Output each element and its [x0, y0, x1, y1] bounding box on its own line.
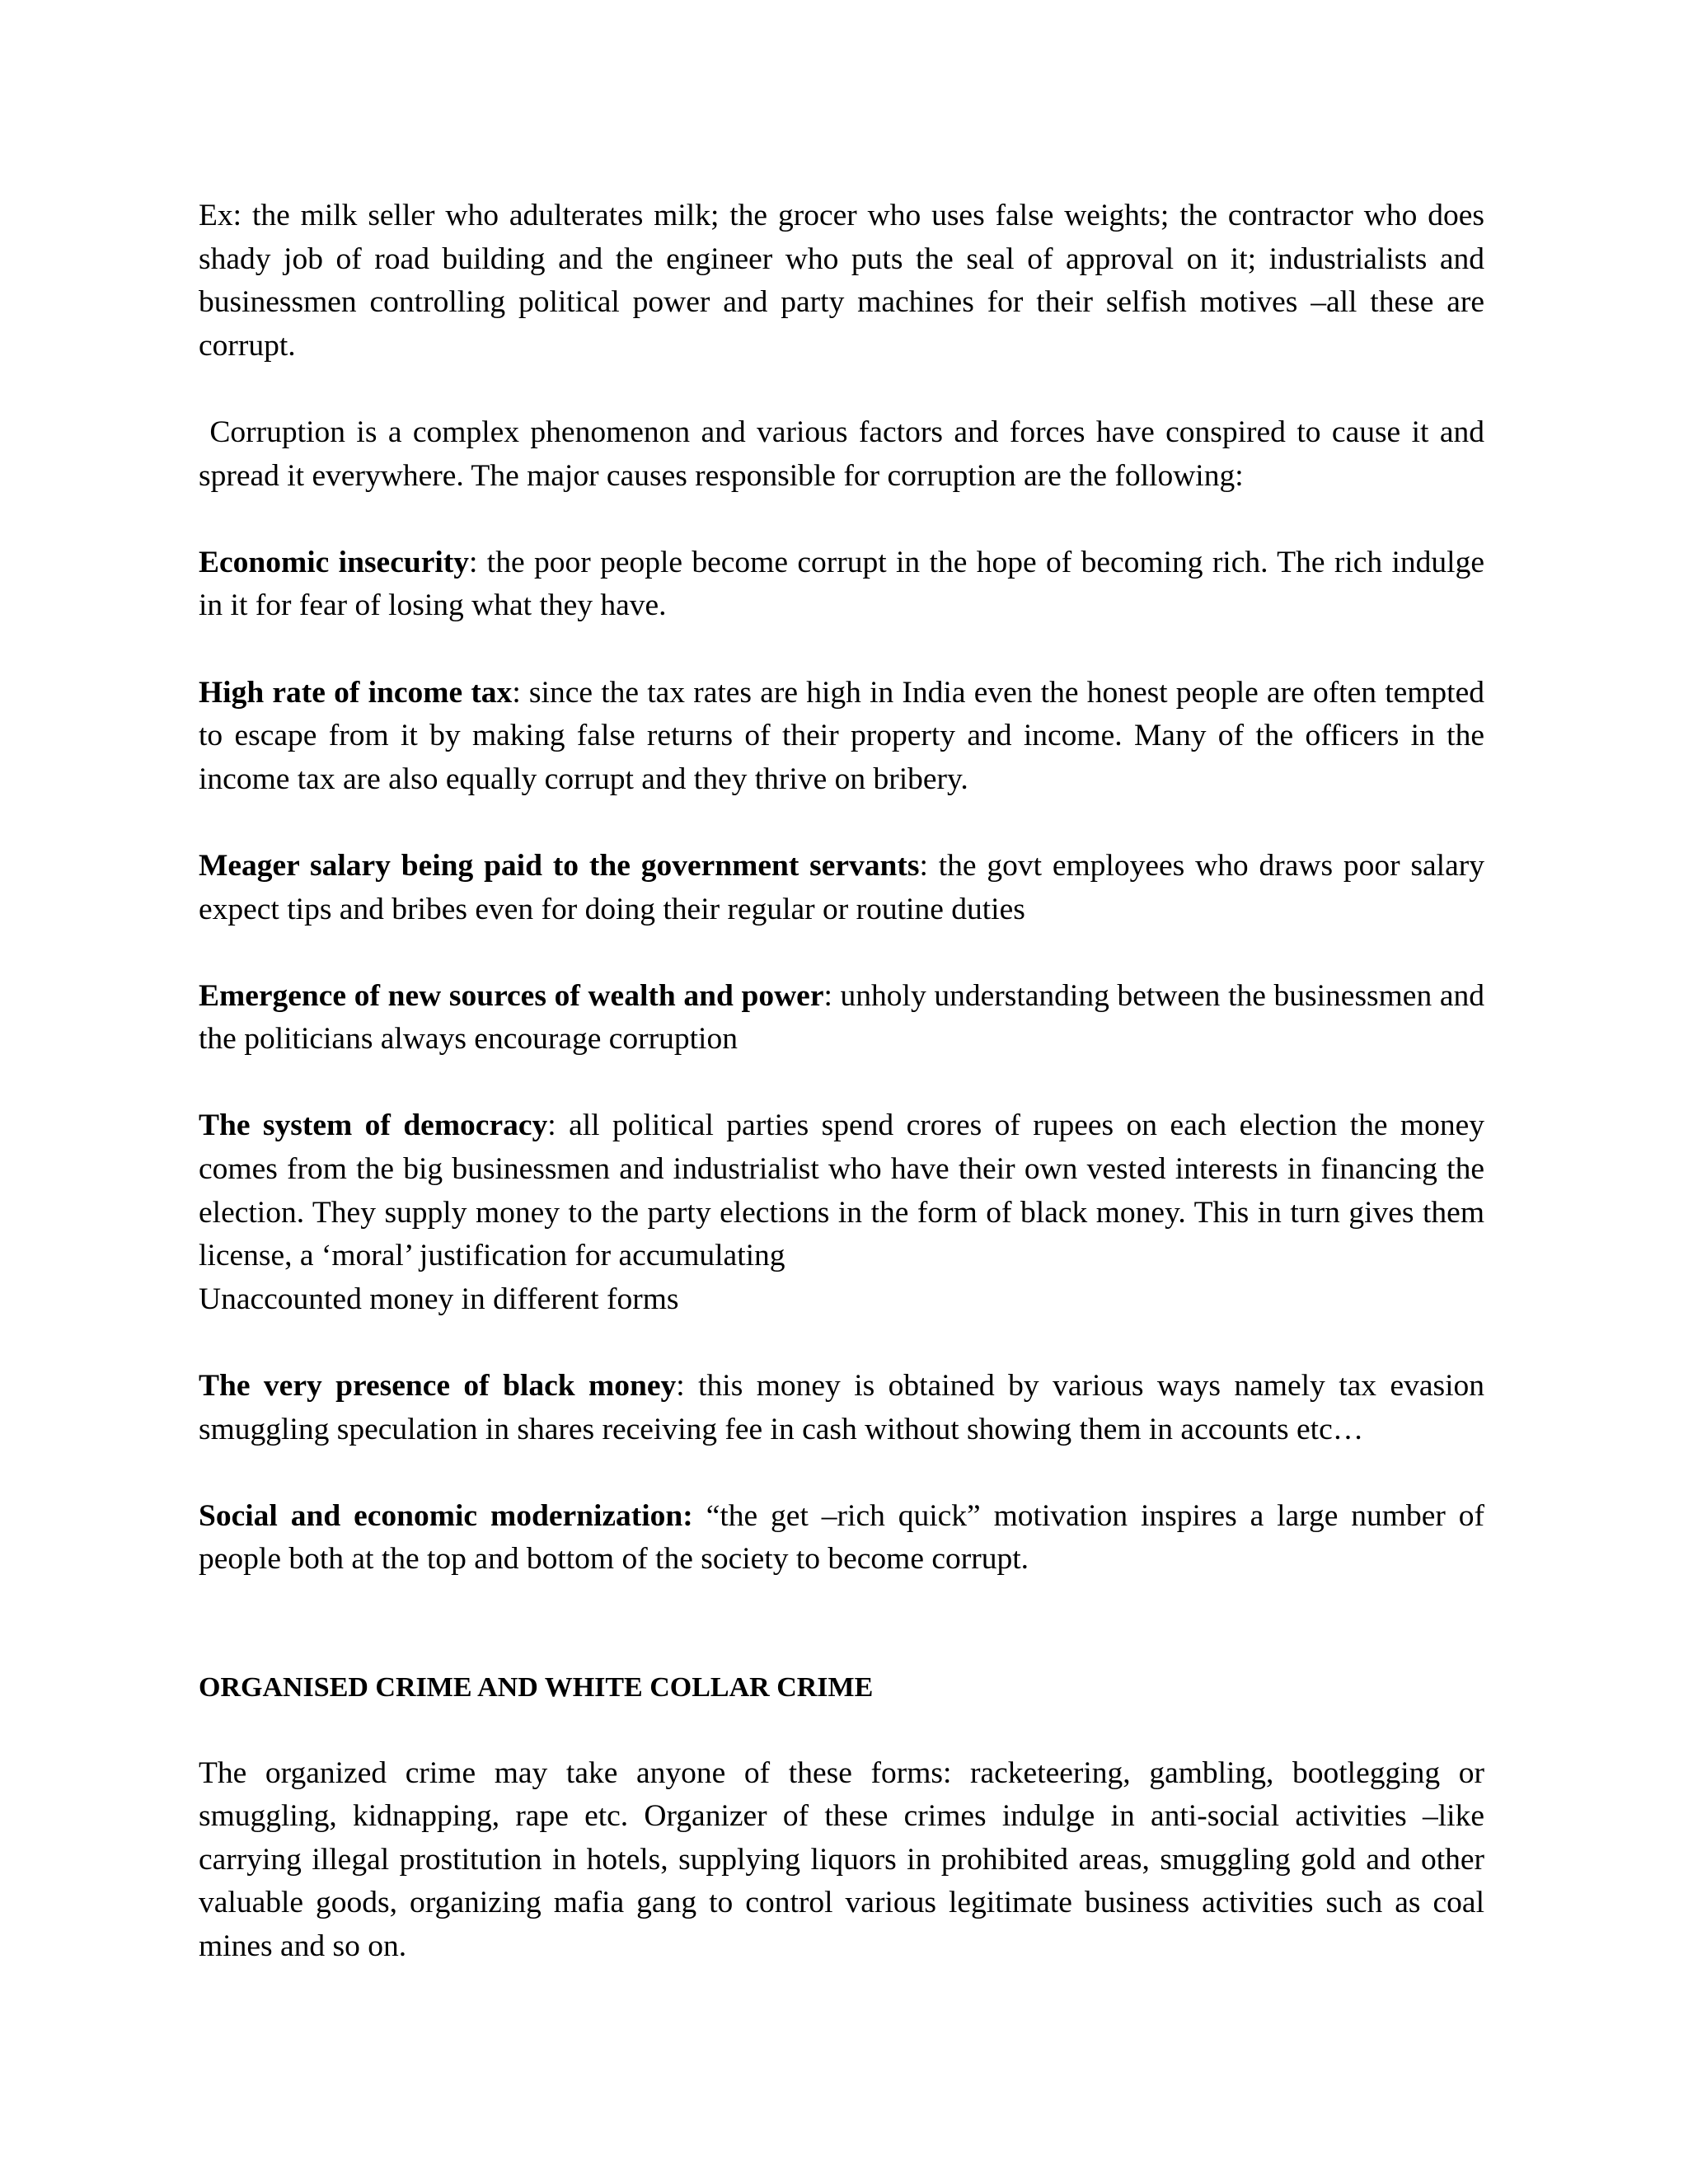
cause-text: “the get –rich quick” motivation inspires a large number of people both at the top and bottom of the society to become corrupt. — [199, 1498, 1485, 1577]
cause-text: : all political parties spend crores of rupees on each election the money comes from the big businessmen and industrialist who have their own vested interests in financing the election. They supply money to the party elections in the form of black money. This in turn gives them license, a ‘moral’ justification for accumulating — [199, 1108, 1484, 1273]
cause-term: Economic insecurity — [199, 545, 469, 579]
cause-text: : since the tax rates are high in India even the honest people are often tempted to escape from it by making false returns of their property and income. Many of the officers in the income tax are also equally corrupt and they thrive on bribery. — [199, 675, 1484, 796]
cause-text: : the govt employees who draws poor salary expect tips and bribes even for doing their regular or routine duties — [199, 848, 1484, 926]
cause-text: : unholy understanding between the businessmen and the politicians always encourage corruption — [199, 978, 1485, 1057]
cause-meager-salary — [199, 845, 1484, 931]
cause-term: The very presence of black money — [199, 1369, 677, 1404]
section-heading: ORGANISED CRIME AND WHITE COLLAR CRIME — [199, 1671, 874, 1703]
organized-crime-text: The organized crime may take anyone of these forms: racketeering, gambling, bootlegging or smuggling, kidnapping, rape etc. Organizer of these crimes indulge in anti-social activities –like carrying illegal prostitution in hotels, supplying liquors in prohibited areas, smuggling gold and other valuable goods, organizing mafia gang to control various legitimate business activities such as coal mines and so on. — [199, 1755, 1484, 1963]
cause-new-wealth-sources — [199, 975, 1484, 1062]
causes-intro-text: Corruption is a complex phenomenon and various factors and forces have conspired to cause it and spread it everywhere. The major causes responsible for corruption are the following: — [199, 415, 1493, 493]
cause-black-money — [199, 1365, 1484, 1451]
cause-term: Emergence of new sources of wealth and power — [199, 978, 824, 1013]
cause-text: : this money is obtained by various ways namely tax evasion smuggling speculation in shares receiving fee in cash without showing them in accounts etc… — [199, 1369, 1484, 1446]
cause-modernization — [199, 1495, 1484, 1582]
cause-term: The system of democracy — [199, 1108, 548, 1143]
cause-system-of-democracy — [199, 1104, 1484, 1277]
cause-text: : the poor people become corrupt in the hope of becoming rich. The rich indulge in it for fear of losing what they have. — [199, 545, 1484, 623]
cause-term: High rate of income tax — [199, 675, 513, 710]
cause-high-income-tax — [199, 672, 1484, 802]
intro-paragraph — [199, 194, 1484, 368]
cause-extra-line: Unaccounted money in different forms — [199, 1282, 679, 1316]
cause-economic-insecurity — [199, 541, 1484, 628]
intro-text: Ex: the milk seller who adulterates milk; the grocer who uses false weights; the contractor who does shady job of road building and the engineer who puts the seal of approval on it; industrialists and businessmen controlling political power and party machines for their selfish motives –all these are corrupt. — [199, 199, 1484, 363]
section-spacer — [199, 1625, 1484, 1666]
causes-intro-paragraph — [199, 411, 1493, 498]
organized-crime-paragraph — [199, 1752, 1484, 1969]
document-body — [199, 194, 1493, 2012]
cause-system-of-democracy-continuation — [199, 1278, 1484, 1322]
cause-term: Social and economic modernization: — [199, 1498, 693, 1533]
cause-term: Meager salary being paid to the government servants — [199, 848, 920, 883]
